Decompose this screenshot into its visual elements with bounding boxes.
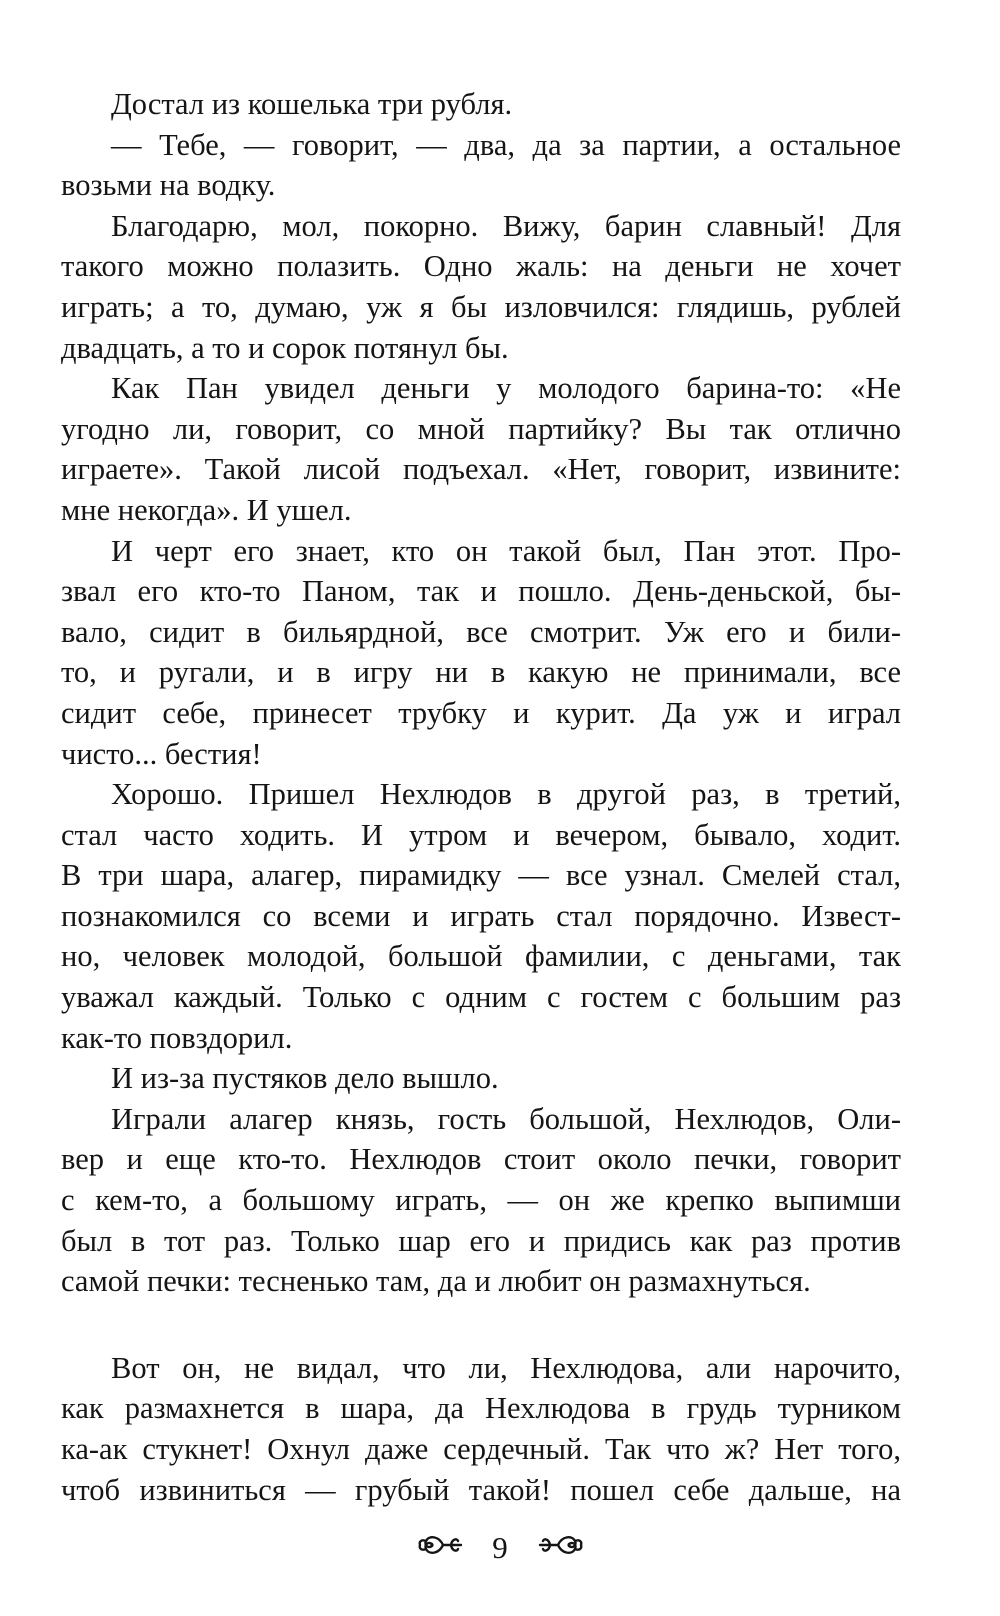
paragraph <box>61 125 901 206</box>
text-line: стал часто ходить. И утром и вечером, бывало, ходит. <box>61 817 901 852</box>
text-line: Как Пан увидел деньги у молодого барина-то: «Не <box>111 371 901 406</box>
text-line: Вот он, не видал, что ли, Нехлюдова, али нарочито, <box>111 1350 901 1385</box>
paragraph <box>61 774 901 1058</box>
text-line: Достал из кошелька три рубля. <box>111 87 513 121</box>
text-line: но, человек молодой, большой фамилии, с деньгами, так <box>61 939 901 974</box>
paragraph <box>61 1058 901 1099</box>
fleuron-left-icon <box>417 1528 463 1568</box>
paragraph <box>61 84 901 125</box>
text-line: с кем-то, а большому играть, — он же крепко выпимши <box>61 1183 901 1218</box>
text-line: мне некогда». И ушел. <box>61 492 352 527</box>
text-line: — Тебе, — говорит, — два, да за партии, а остальное <box>111 127 901 162</box>
text-line: как размахнется в шара, да Нехлюдова в грудь турником <box>61 1391 901 1426</box>
text-line: уважал каждый. Только с одним с гостем с большим раз <box>61 980 901 1015</box>
page-footer <box>0 1525 1000 1568</box>
body-text <box>61 84 901 1510</box>
text-line: играете». Такой лисой подъехал. «Нет, говорит, извините: <box>61 452 901 487</box>
fleuron-right-icon <box>538 1528 584 1568</box>
text-line: чтоб извиниться — грубый такой! пошел себе дальше, на <box>61 1472 901 1507</box>
text-line: то, и ругали, и в игру ни в какую не принимали, все <box>61 655 901 690</box>
text-line: И черт его знает, кто он такой был, Пан этот. Про- <box>111 533 901 568</box>
text-line: вер и еще кто-то. Нехлюдов стоит около печки, говорит <box>61 1142 901 1177</box>
text-line: играть; а то, думаю, уж я бы изловчился: глядишь, рублей <box>61 289 901 324</box>
text-line: Благодарю, мол, покорно. Вижу, барин славный! Для <box>111 208 901 243</box>
text-line: самой печки: тесненько там, да и любит он размахнуться. <box>61 1264 811 1299</box>
text-line: двадцать, а то и сорок потянул бы. <box>61 330 509 365</box>
text-line: Хорошо. Пришел Нехлюдов в другой раз, в третий, <box>111 777 901 812</box>
text-line: угодно ли, говорит, со мной партийку? Вы так отлично <box>61 411 901 446</box>
paragraph <box>61 531 901 775</box>
text-line: звал его кто-то Паном, так и пошло. День-деньской, бы- <box>61 574 901 609</box>
paragraph <box>61 1348 901 1510</box>
text-line: сидит себе, принесет трубку и курит. Да уж и играл <box>61 695 901 730</box>
text-line: Играли алагер князь, гость большой, Нехлюдов, Оли- <box>111 1101 901 1136</box>
text-line: был в тот раз. Только шар его и придись как раз против <box>61 1223 901 1258</box>
section-break <box>61 1302 901 1348</box>
text-line: возьми на водку. <box>61 168 276 203</box>
text-line: И из-за пустяков дело вышло. <box>111 1061 499 1096</box>
text-line: чисто... бестия! <box>61 736 262 771</box>
text-line: ка-ак стукнет! Охнул даже сердечный. Так что ж? Нет того, <box>61 1432 901 1466</box>
page-number: 9 <box>492 1529 508 1565</box>
text-line: вало, сидит в бильярдной, все смотрит. Уж его и били- <box>61 614 901 649</box>
text-line: такого можно полазить. Одно жаль: на деньги не хочет <box>61 249 901 284</box>
paragraph <box>61 206 901 368</box>
paragraph <box>61 368 901 530</box>
text-line: В три шара, алагер, пирамидку — все узнал. Смелей стал, <box>61 858 901 893</box>
text-line: познакомился со всеми и играть стал порядочно. Извест- <box>61 898 901 933</box>
text-line: как-то повздорил. <box>61 1020 293 1055</box>
paragraph <box>61 1099 901 1302</box>
